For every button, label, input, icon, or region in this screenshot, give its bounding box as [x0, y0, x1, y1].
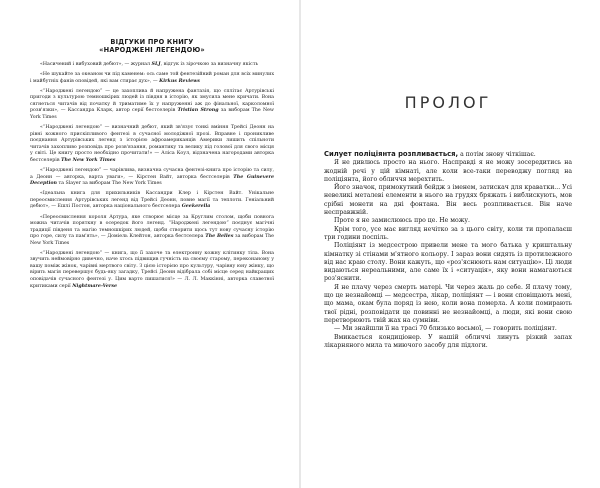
- review-2: «Не шукайте за океаном чи під каменем: ось саме той фентезійний роман для всіх минулих і майбутніх фанів оповідей, які вам стирає дух», — Kirkus Reviews: [30, 72, 274, 84]
- review-4: «“Народжені легендою” — визначний дебют, який зв'язує тонкі вміння Трейсі Деонн на рівні кожного прискіпливого фентезі в сучасної молодіжної прозі. Вправне і проникливе поєднання Артурівських легенд з історією афроамериканців Америки лишить спільноти читачів захопливо розповідь про розв'язання, романтику та велику під голової для свого місця у світі. Це книгу просто необхідно прочитати!» — Аліса Коул, відзначена нагородами авторка бестселерів The New York Times: [30, 125, 274, 163]
- left-page: [30, 38, 274, 294]
- opening-paragraph: Силует поліціянта розпливається, а потім знову чіткішає.: [324, 150, 536, 158]
- chapter-title: ПРОЛОГ: [404, 93, 492, 112]
- paragraph: Я не плачу через смерть матері. Чи через жаль до себе. Я плачу тому, що це незнайомці — медсестра, лікар, поліціянт — і вони сповіщають мені, що мама, окам була поряд із нею, коли вона померла. А коли помирають твої рідні, розповідати це повинні не незнайомці, а люди, які вони свою перетворюють твій жах на сумніви.: [324, 283, 572, 324]
- review-1: «Насичений і вибуховий дебют», — журнал SLJ, відгук із зірочкою за визначну якість: [40, 62, 259, 67]
- paragraph: Поліціянт із медсестрою привели мене та мого батька у криштальну кімнатку зі стінами м'ятного кольору. І зараз вони сидять із протилежного від нас краю столу. Вони кажуть, що «роз'яснюють нам ситуацію». Ці люди видаються нереальними, але саме їх і «ситуація», яку вони намагаються роз'яснити.: [324, 242, 572, 283]
- review-3: «“Народжені легендою” — це захоплива й напружена фантазія, що сплітає Артурівські пригоди з культурою темношкірих людей із півдня в історію, як змусила мене кричати. Вона сягнеться читачів від початку й триматиме їх у напруженні аж до фінальної, карколомної розв'язки», — Кассандра Кларк, автор серії бестселерів Tristian Strong за виборам The New York Times: [30, 88, 274, 121]
- paragraph: Проте я не замислююсь про це. Не можу.: [334, 217, 470, 225]
- review-5: «“Народжені легендою” — чарівлива, визначна сучасна фентезі-книга про історію та силу, а Деонн — авторка, варта уваги», — Кірстен Вайт, авторка бестселерів The Guinevere Deception та Slayer за виборам The New York Times: [30, 168, 275, 187]
- paragraph: — Ми знайшли її на трасі 70 близько восьмої, — говорить поліціянт.: [334, 325, 557, 333]
- review-6: «Ідеальна книга для прихильників Кассандри Клер і Кірстен Вайт. Унікальне переосмислення Артурівських легенд від Трейсі Деонн, повне магії та теплоти. Геніальний дебют», — Ешлі Постон, авторка національного бестселера Geekerella: [30, 191, 274, 210]
- paragraph: Його значок, примокутний бейдж з іменем, затискач для краватки... Усі невеликі металеві елементи в нього на грудях бряжать і виблискують, мов срібні монети на дні фонтана. Він весь розпливається. Він наче несправжній.: [324, 184, 572, 217]
- chapter-body: [324, 150, 572, 350]
- review-7: «Переосмислення короля Артура, яке створює місце за Круглим столом, щоби повнога можна читачів поряткну в осередок його легенд. “Народжені легендою” поєднує магічні традиції південя та магію темношкірих людей, щоби створити щось тут нову сучасну історію про горе, силу та пам'ять», — Доміель Клейтон, авторка бестселера The Belles за виборам The New York Times: [30, 214, 274, 246]
- reviews-heading-line2: «НАРОДЖЕНІ ЛЕГЕНДОЮ»: [99, 46, 205, 54]
- reviews-heading-line1: ВІДГУКИ ПРО КНИГУ: [110, 38, 194, 46]
- paragraph: Вмикається кондиціонер. У нашій обличчі линуть різкий запах лікарняного мила та миючого засобу для підлоги.: [324, 333, 572, 349]
- page-gutter: [299, 0, 301, 488]
- opening-lead: Силует поліціянта розпливається,: [324, 150, 459, 158]
- paragraph: Я не дивлюсь просто на нього. Насправді я не можу зосередитись на жодній речі у цій кімнаті, але коли все-таки переводжу погляд на поліціянта, його обличчя мерехтить.: [324, 159, 572, 183]
- paragraph: Крім того, усе має вигляд нечітко за з цього світу, коли ти пропалаєш три години поспіль.: [324, 225, 572, 241]
- review-8: «“Народжені легендою” — книга, що її захоче та електронну кожну клітинку тіла. Вона звучить неймовірно дивечно, наче хтось підвищив гучність на своєму старому, переконаному у вашу поміж жінок, чарівні мертвого світу. З цією історією про культуру, чарівну юну жінку, що вірить магія перевершує будь-яку загадку, Трейсі Деонн відібрала собі місце серед найкращих оповідачів сучасного фентезі у. Цим варто пишатися!» — Л. Л. Маккінні, авторка славетної критиками серії Nightmare-Verse: [30, 250, 274, 289]
